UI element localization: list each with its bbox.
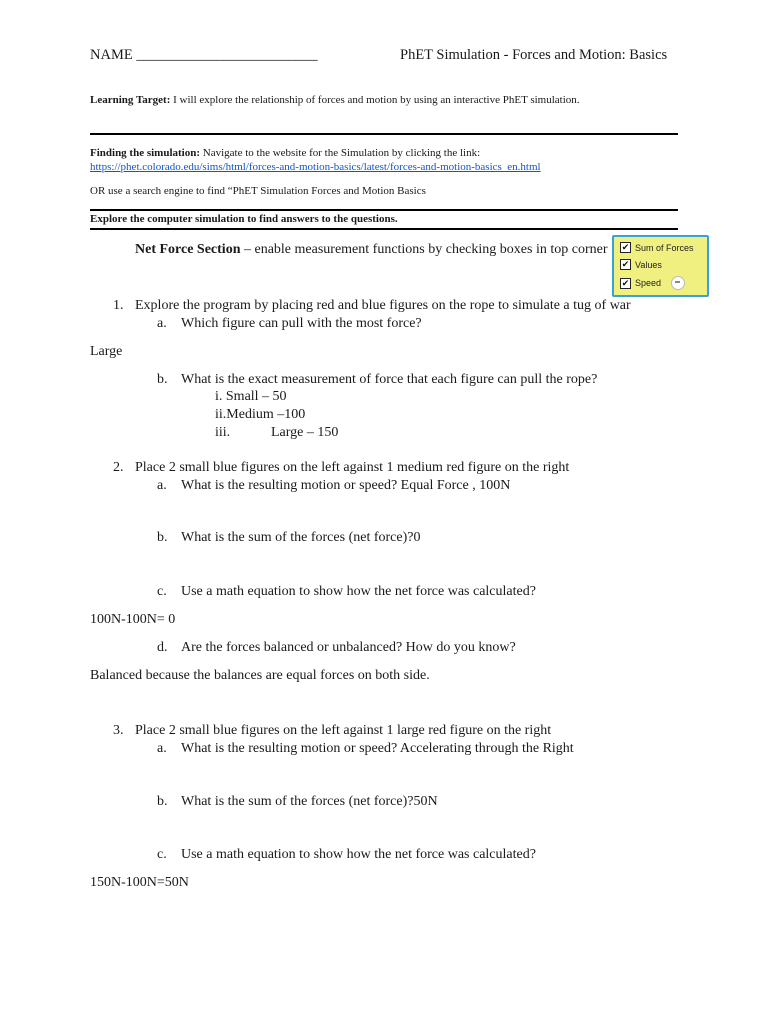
q1a-text: Which figure can pull with the most force? (181, 316, 422, 331)
speed-option[interactable] (620, 276, 685, 290)
q2b-letter: b. (157, 530, 168, 545)
q3c-text: Use a math equation to show how the net force was calculated? (181, 847, 536, 862)
measurement-checkbox-panel (612, 235, 709, 297)
net-force-heading (135, 242, 607, 258)
sum-of-forces-option[interactable] (620, 242, 694, 253)
q1b-answer-ii: ii.Medium –100 (215, 407, 306, 422)
sum-of-forces-label: Sum of Forces (635, 242, 694, 253)
divider (90, 133, 678, 135)
q2c-text: Use a math equation to show how the net force was calculated? (181, 584, 536, 599)
net-force-label: Net Force Section (135, 242, 241, 257)
q3-text: Place 2 small blue figures on the left against 1 large red figure on the right (135, 723, 552, 738)
page-title: PhET Simulation - Forces and Motion: Basics (400, 47, 668, 63)
simulation-link-row (90, 161, 541, 173)
simulation-link[interactable]: https://phet.colorado.edu/sims/html/forces-and-motion-basics/latest/forces-and-motion-basics_en.html (90, 161, 541, 173)
checkbox-checked-icon[interactable]: ✔ (621, 242, 630, 252)
search-alternative: OR use a search engine to find “PhET Simulation Forces and Motion Basics (90, 185, 426, 197)
q1b-letter: b. (157, 372, 168, 387)
q2-number: 2. (113, 460, 124, 475)
values-option[interactable] (620, 259, 662, 270)
q1-text: Explore the program by placing red and blue figures on the rope to simulate a tug of war (135, 298, 631, 313)
q1b-answer-i: i. Small – 50 (215, 389, 287, 404)
divider (90, 228, 678, 230)
checkbox-checked-icon[interactable]: ✔ (621, 277, 630, 288)
q3-number: 3. (113, 723, 124, 738)
values-label: Values (635, 259, 662, 270)
speedometer-icon (671, 276, 685, 290)
q2d-answer: Balanced because the balances are equal forces on both side. (90, 668, 430, 683)
net-force-text: – enable measurement functions by checking boxes in top corner (240, 242, 608, 257)
name-label (90, 47, 318, 64)
q2c-answer: 100N-100N= 0 (90, 612, 176, 627)
q2b-text: What is the sum of the forces (net force)?0 (181, 530, 421, 545)
q2d-text: Are the forces balanced or unbalanced? How do you know? (181, 640, 516, 655)
finding-label: Finding the simulation: (90, 147, 201, 159)
learning-target-label: Learning Target: (90, 94, 171, 106)
q3b-text: What is the sum of the forces (net force)?50N (181, 794, 438, 809)
q3c-answer: 150N-100N=50N (90, 875, 189, 890)
learning-target (90, 94, 580, 106)
q3b-letter: b. (157, 794, 168, 809)
finding-text: Navigate to the website for the Simulation by clicking the link: (200, 147, 481, 159)
finding-simulation (90, 147, 480, 159)
q1b-text: What is the exact measurement of force that each figure can pull the rope? (181, 372, 598, 387)
name-label-text: NAME (90, 47, 133, 63)
q1-number: 1. (113, 298, 124, 313)
q2a-letter: a. (157, 478, 167, 493)
q1a-answer: Large (90, 344, 123, 359)
q1b-answer-iii-num: iii. (215, 425, 231, 440)
learning-target-text: I will explore the relationship of forces and motion by using an interactive PhET simulation. (170, 94, 580, 106)
name-blank[interactable]: _________________________ (136, 47, 318, 63)
q2c-letter: c. (157, 584, 167, 599)
q2-text: Place 2 small blue figures on the left against 1 medium red figure on the right (135, 460, 570, 475)
q1b-answer-iii: Large – 150 (271, 425, 339, 440)
speed-label: Speed (635, 278, 662, 288)
q1a-letter: a. (157, 316, 167, 331)
q3c-letter: c. (157, 847, 167, 862)
q3a-letter: a. (157, 741, 167, 756)
q2d-letter: d. (157, 640, 168, 655)
divider (90, 209, 678, 211)
q2a-text: What is the resulting motion or speed? Equal Force , 100N (181, 478, 511, 493)
explore-heading: Explore the computer simulation to find answers to the questions. (90, 213, 398, 225)
checkbox-checked-icon[interactable]: ✔ (621, 259, 630, 269)
q3a-text: What is the resulting motion or speed? Accelerating through the Right (181, 741, 574, 756)
